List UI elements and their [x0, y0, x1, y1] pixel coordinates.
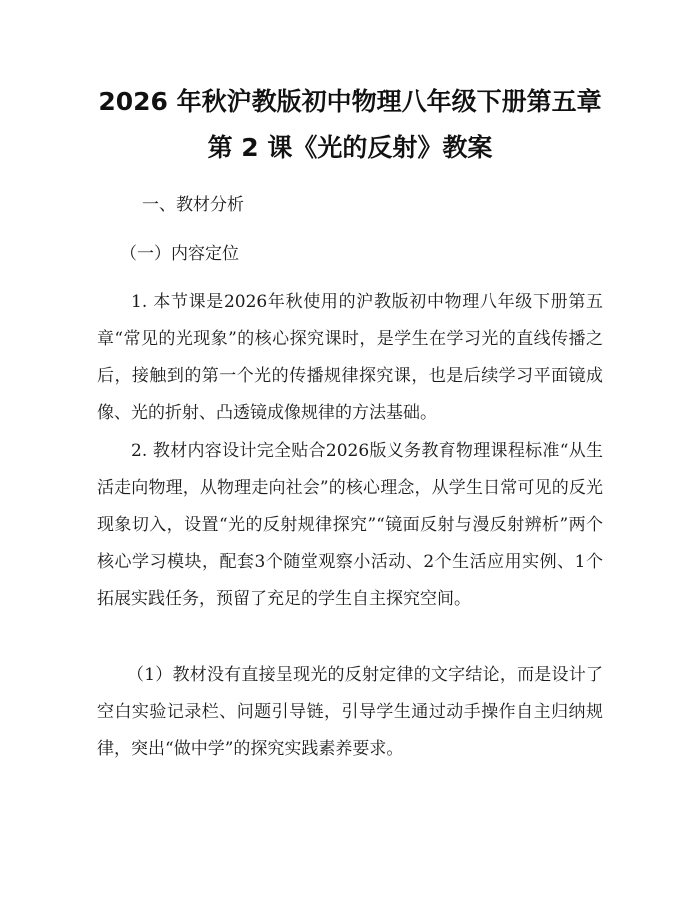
- section-heading-textbook-analysis: 一、教材分析: [142, 195, 244, 215]
- paragraph-2: 2. 教材内容设计完全贴合2026版义务教育物理课程标准“从生活走向物理，从物理走向社会”的核心理念，从学生日常可见的反光现象切入，设置“光的反射规律探究”“镜面反射与漫反射辨析”两个核心学习模块，配套3个随堂观察小活动、2个生活应用实例、1个拓展实践任务，预留了充足的学生自主探究空间。: [97, 441, 603, 609]
- document-title-line-2: 第 2 课《光的反射》教案: [207, 133, 493, 162]
- document-title-line-1: 2026 年秋沪教版初中物理八年级下册第五章: [98, 87, 602, 116]
- subsection-heading-content-positioning: （一）内容定位: [120, 244, 239, 264]
- paragraph-3: （1）教材没有直接呈现光的反射定律的文字结论，而是设计了空白实验记录栏、问题引导链，引导学生通过动手操作自主归纳规律，突出“做中学”的探究实践素养要求。: [97, 665, 603, 759]
- paragraph-1: 1. 本节课是2026年秋使用的沪教版初中物理八年级下册第五章“常见的光现象”的核心探究课时，是学生在学习光的直线传播之后，接触到的第一个光的传播规律探究课，也是后续学习平面镜成像、光的折射、凸透镜成像规律的方法基础。: [97, 292, 603, 423]
